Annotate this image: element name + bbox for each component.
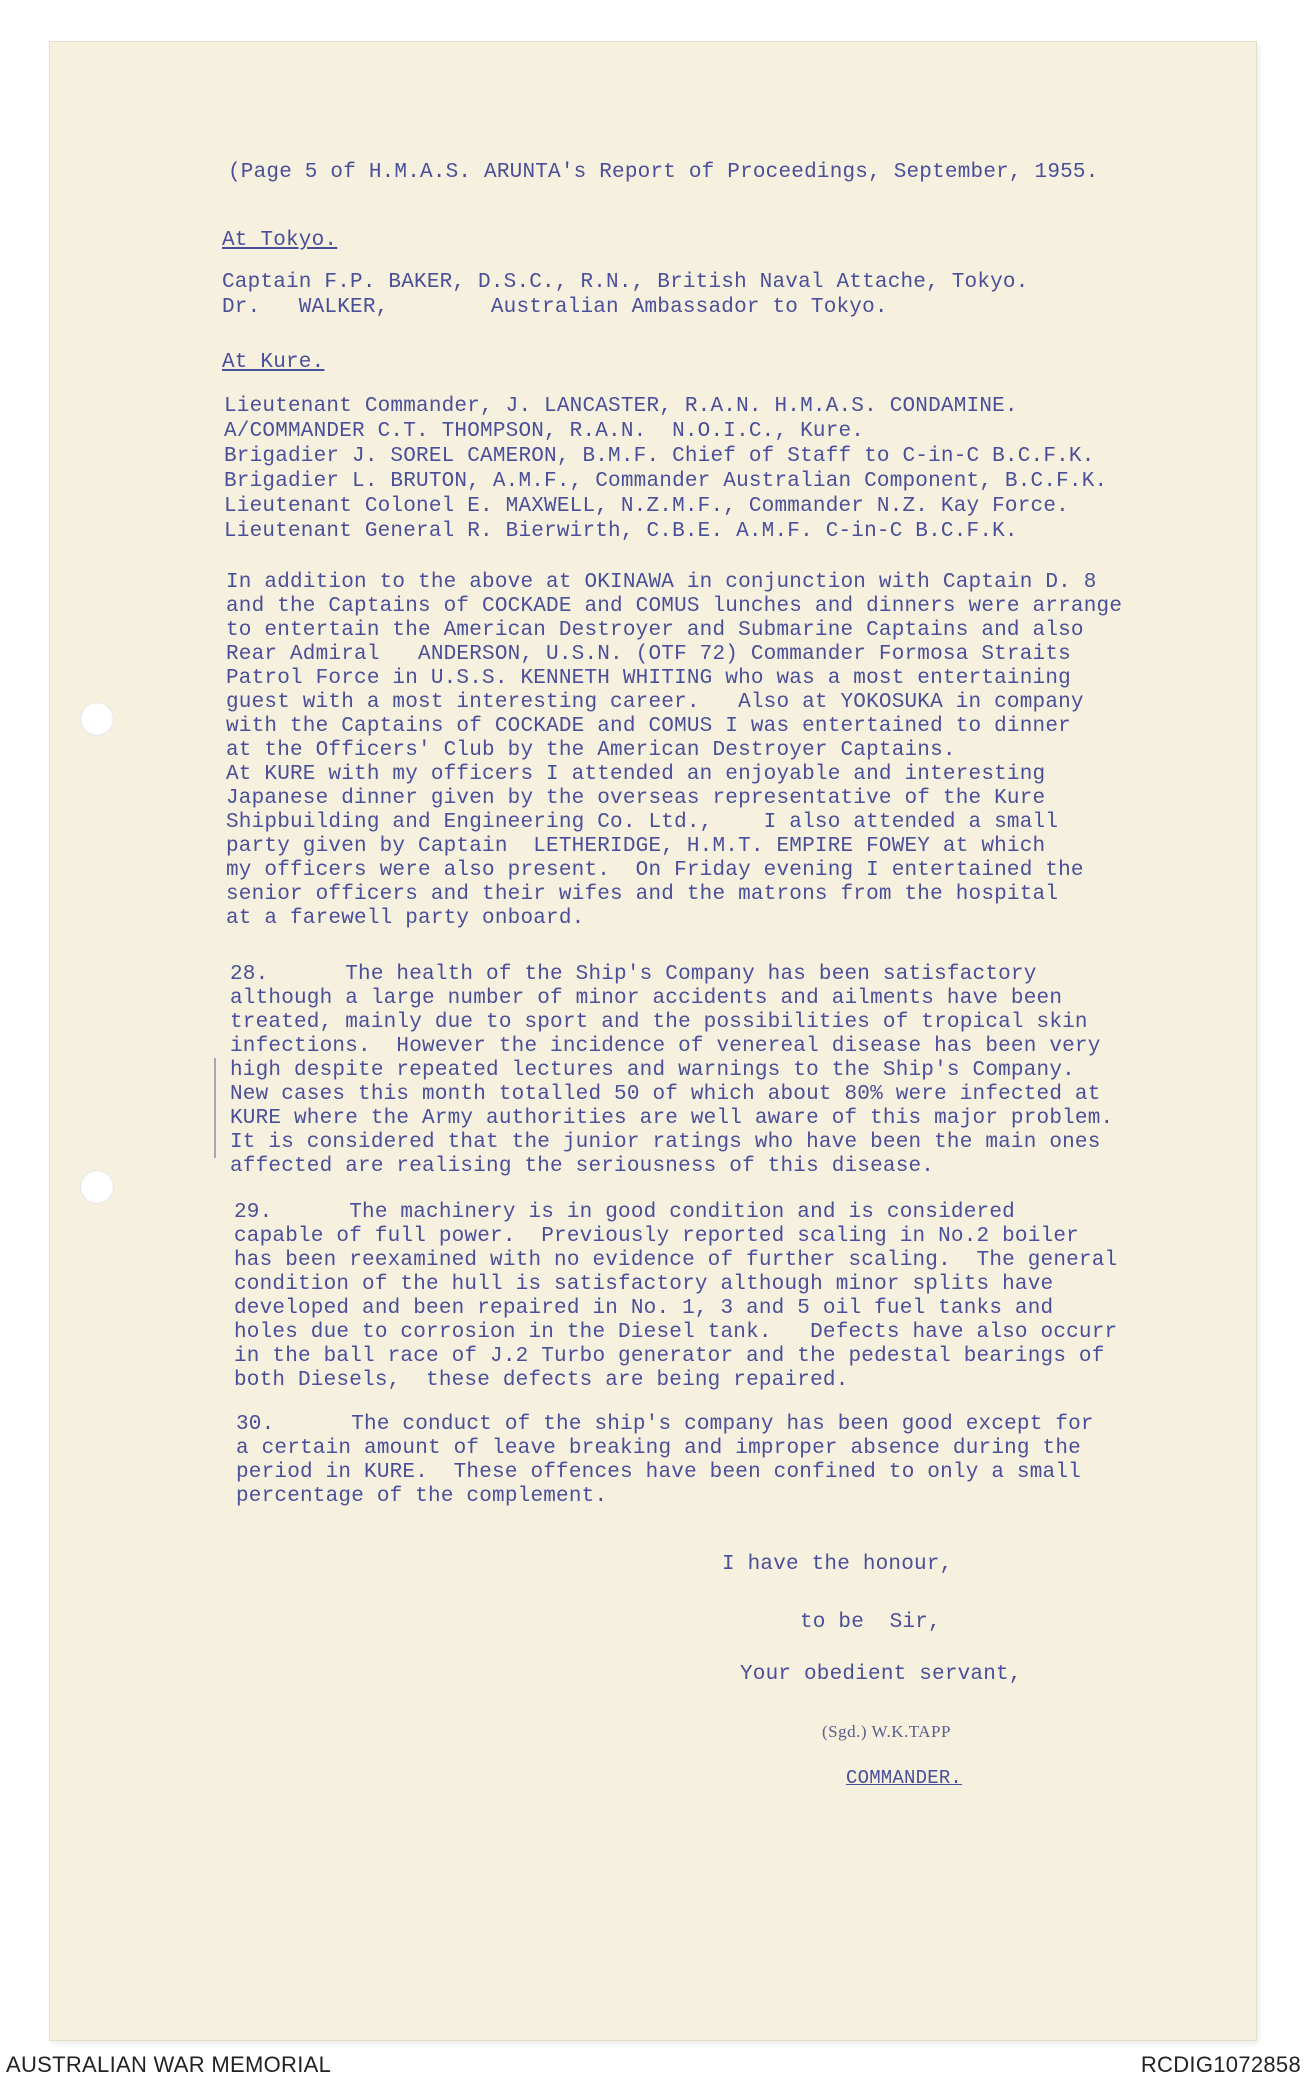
kure-line: Brigadier J. SOREL CAMERON, B.M.F. Chief of Staff to C-in-C B.C.F.K.: [224, 445, 1095, 468]
paragraph-line: Rear Admiral ANDERSON, U.S.N. (OTF 72) Commander Formosa Straits: [226, 643, 1071, 666]
paragraph-29-line: developed and been repaired in No. 1, 3 and 5 oil fuel tanks and: [234, 1297, 1054, 1320]
kure-line: Lieutenant Commander, J. LANCASTER, R.A.N. H.M.A.S. CONDAMINE.: [224, 395, 1018, 418]
paragraph-28-line: affected are realising the seriousness of this disease.: [230, 1155, 935, 1178]
paragraph-line: party given by Captain LETHERIDGE, H.M.T. EMPIRE FOWEY at which: [226, 835, 1046, 858]
kure-line: Lieutenant Colonel E. MAXWELL, N.Z.M.F., Commander N.Z. Kay Force.: [224, 495, 1069, 518]
signature-rank: COMMANDER.: [846, 1767, 963, 1789]
paragraph-line: my officers were also present. On Friday evening I entertained the: [226, 859, 1084, 882]
paragraph-line: with the Captains of COCKADE and COMUS I was entertained to dinner: [226, 715, 1071, 738]
paragraph-line: to entertain the American Destroyer and Submarine Captains and also: [226, 619, 1084, 642]
paragraph-29-line: in the ball race of J.2 Turbo generator and the pedestal bearings of: [234, 1345, 1105, 1368]
punch-hole: [80, 702, 114, 736]
tokyo-line: Dr. WALKER, Australian Ambassador to Tokyo.: [222, 296, 888, 319]
closing-honour: I have the honour,: [722, 1553, 953, 1576]
paragraph-28-line: KURE where the Army authorities are well aware of this major problem.: [230, 1107, 1114, 1130]
paragraph-line: and the Captains of COCKADE and COMUS lunches and dinners were arrange: [226, 595, 1123, 618]
closing-sir: to be Sir,: [800, 1611, 941, 1634]
paragraph-line: Japanese dinner given by the overseas representative of the Kure: [226, 787, 1046, 810]
paragraph-line: In addition to the above at OKINAWA in conjunction with Captain D. 8: [226, 571, 1097, 594]
paragraph-29-line: both Diesels, these defects are being repaired.: [234, 1369, 849, 1392]
paragraph-line: Shipbuilding and Engineering Co. Ltd., I also attended a small: [226, 811, 1059, 834]
kure-heading: At Kure.: [222, 351, 325, 374]
paragraph-28-line: although a large number of minor accidents and ailments have been: [230, 987, 1063, 1010]
paragraph-30-line: period in KURE. These offences have been confined to only a small: [236, 1461, 1081, 1484]
footer-source: AUSTRALIAN WAR MEMORIAL: [6, 2052, 332, 2077]
paragraph-29-line: has been reexamined with no evidence of further scaling. The general: [234, 1249, 1118, 1272]
paragraph-29-line: condition of the hull is satisfactory although minor splits have: [234, 1273, 1054, 1296]
kure-line: Brigadier L. BRUTON, A.M.F., Commander Australian Component, B.C.F.K.: [224, 470, 1108, 493]
signature-stamp: (Sgd.) W.K.TAPP: [822, 1722, 951, 1741]
margin-mark: [214, 1058, 216, 1158]
page-header: (Page 5 of H.M.A.S. ARUNTA's Report of Proceedings, September, 1955.: [228, 161, 1099, 184]
paragraph-line: senior officers and their wifes and the matrons from the hospital: [226, 883, 1059, 906]
tokyo-heading: At Tokyo.: [222, 229, 338, 252]
paragraph-29-line: capable of full power. Previously reported scaling in No.2 boiler: [234, 1225, 1079, 1248]
paragraph-30-line: a certain amount of leave breaking and improper absence during the: [236, 1437, 1081, 1460]
paragraph-28-line: 28. The health of the Ship's Company has been satisfactory: [230, 963, 1037, 986]
paragraph-29-line: 29. The machinery is in good condition and is considered: [234, 1201, 1015, 1224]
paragraph-line: Patrol Force in U.S.S. KENNETH WHITING who was a most entertaining: [226, 667, 1071, 690]
paragraph-line: At KURE with my officers I attended an enjoyable and interesting: [226, 763, 1046, 786]
paragraph-29-line: holes due to corrosion in the Diesel tank. Defects have also occurr: [234, 1321, 1118, 1344]
paragraph-30-line: 30. The conduct of the ship's company has been good except for: [236, 1413, 1094, 1436]
punch-hole: [80, 1170, 114, 1204]
closing-servant: Your obedient servant,: [740, 1663, 1022, 1686]
paragraph-line: at the Officers' Club by the American Destroyer Captains.: [226, 739, 956, 762]
footer-id: RCDIG1072858: [1140, 2052, 1301, 2077]
tokyo-line: Captain F.P. BAKER, D.S.C., R.N., British Naval Attache, Tokyo.: [222, 271, 1029, 294]
paragraph-line: at a farewell party onboard.: [226, 907, 585, 930]
kure-line: A/COMMANDER C.T. THOMPSON, R.A.N. N.O.I.C., Kure.: [224, 420, 865, 443]
paragraph-28-line: treated, mainly due to sport and the possibilities of tropical skin: [230, 1011, 1088, 1034]
paragraph-28-line: infections. However the incidence of venereal disease has been very: [230, 1035, 1101, 1058]
paragraph-28-line: It is considered that the junior ratings who have been the main ones: [230, 1131, 1101, 1154]
paragraph-30-line: percentage of the complement.: [236, 1485, 608, 1508]
kure-line: Lieutenant General R. Bierwirth, C.B.E. A.M.F. C-in-C B.C.F.K.: [224, 520, 1018, 543]
paragraph-28-line: New cases this month totalled 50 of which about 80% were infected at: [230, 1083, 1101, 1106]
paragraph-line: guest with a most interesting career. Also at YOKOSUKA in company: [226, 691, 1084, 714]
paragraph-28-line: high despite repeated lectures and warnings to the Ship's Company.: [230, 1059, 1075, 1082]
